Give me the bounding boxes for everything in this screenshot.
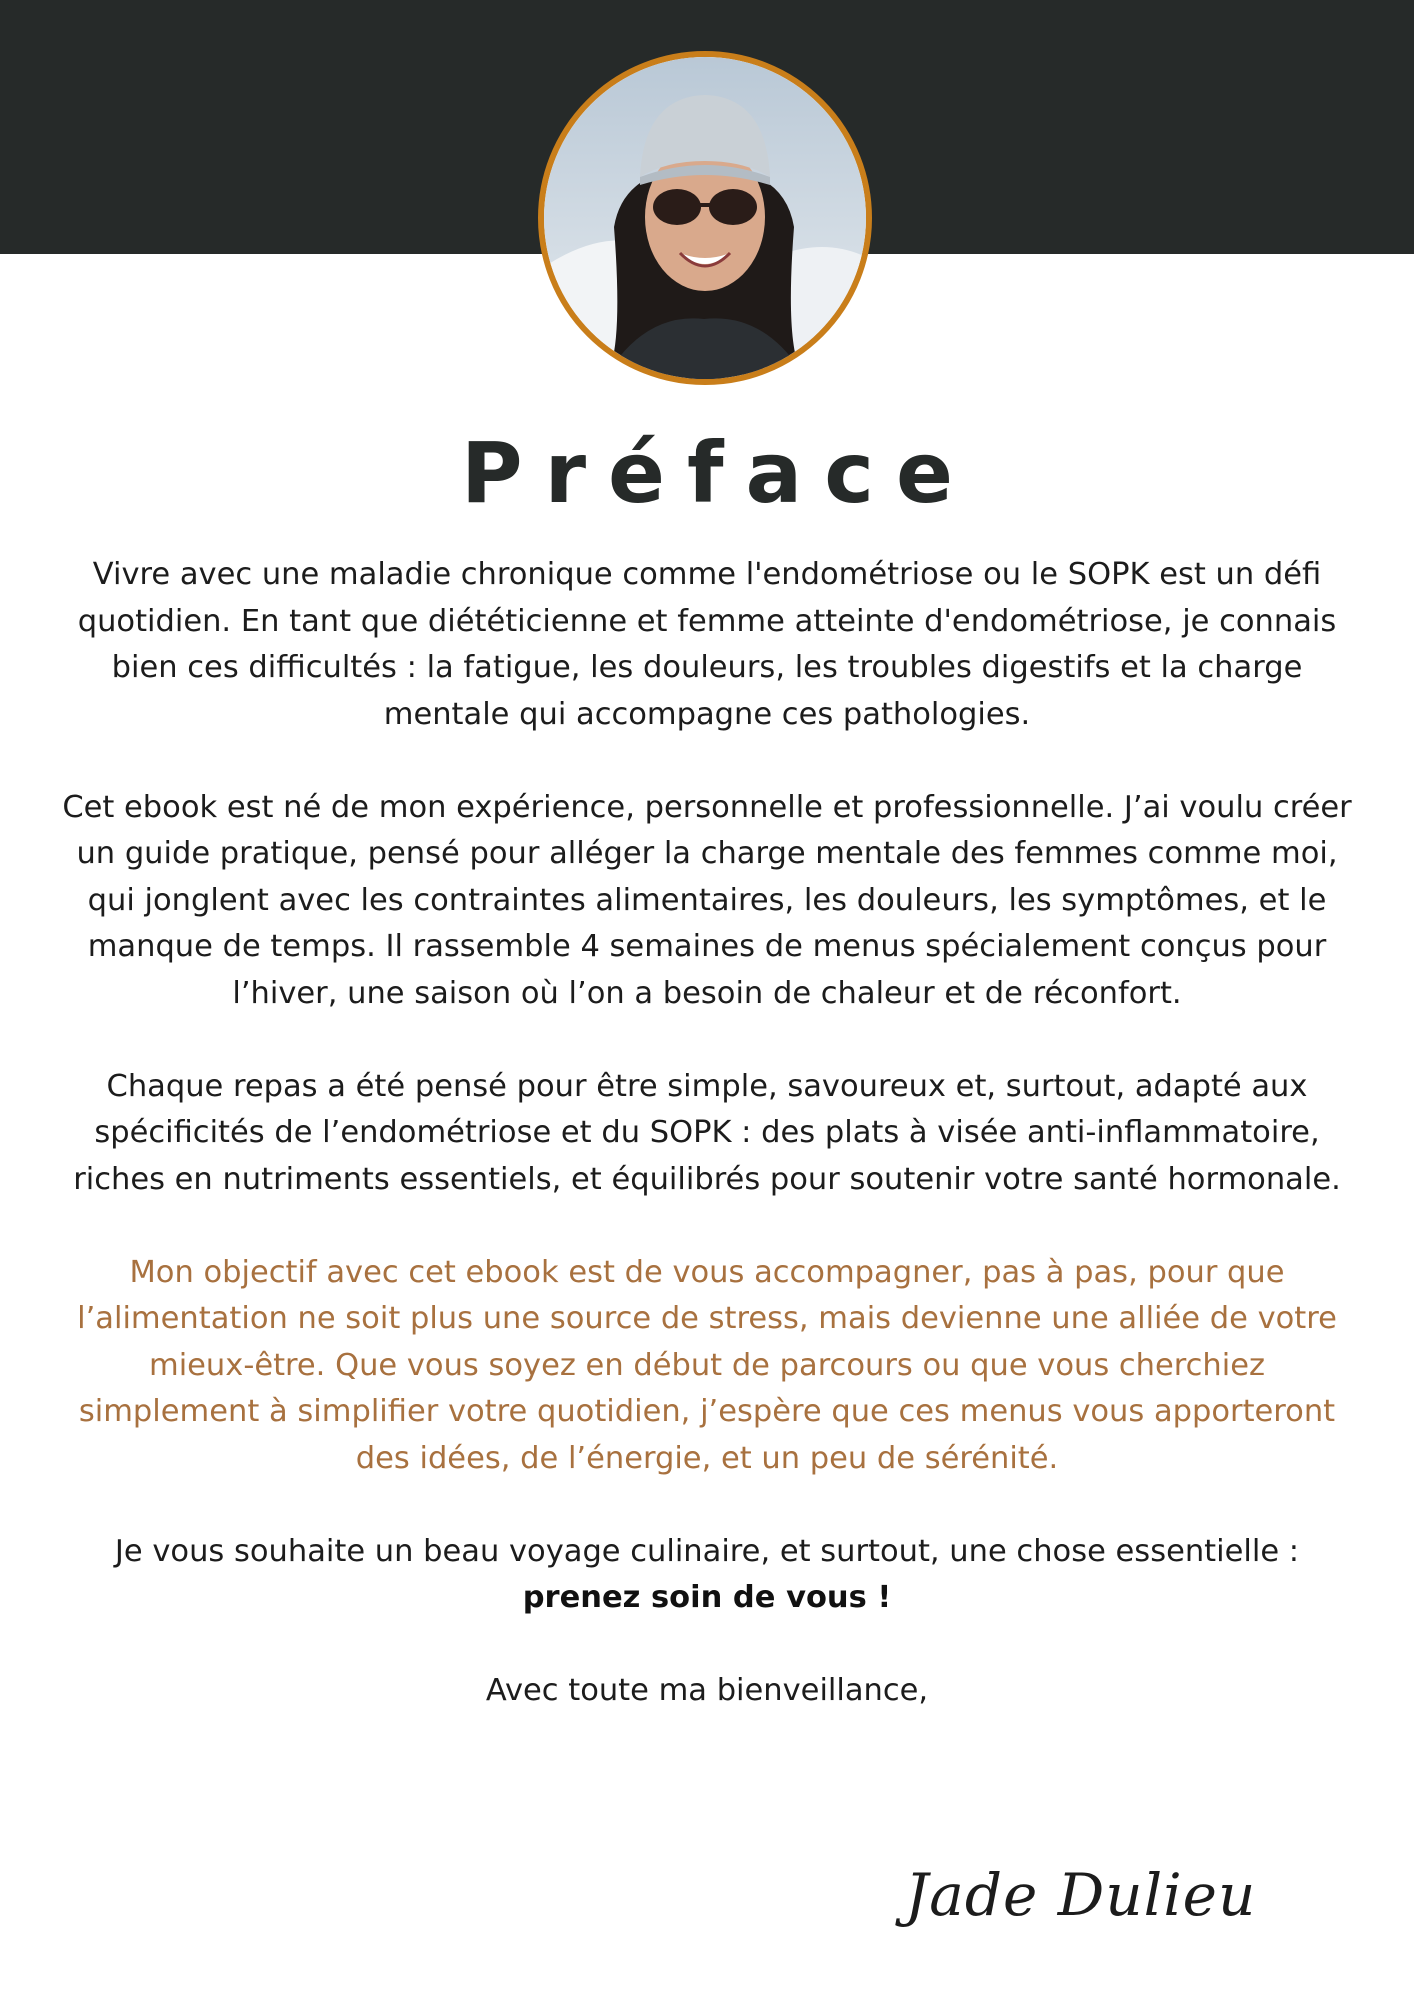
closing-line: Avec toute ma bienveillance, bbox=[485, 1673, 929, 1708]
paragraph-ebook-origin: Cet ebook est né de mon expérience, personnelle et professionnelle. J’ai voulu créer un guide pratique, pensé pour alléger la charge mentale des femmes comme moi, qui jonglent avec les contraintes alimentaires, les douleurs, les symptômes, et le manque de temps. Il rassemble 4 semaines de menus spécialement conçus pour l’hiver, une saison où l’on a besoin de chaleur et de réconfort. bbox=[62, 789, 1352, 1011]
author-signature: Jade Dulieu bbox=[905, 1861, 1257, 1929]
author-photo bbox=[538, 51, 872, 385]
paragraph-intro: Vivre avec une maladie chronique comme l'endométriose ou le SOPK est un défi quotidien. En tant que diététicienne et femme atteinte d'endométriose, je connais bien ces difficultés : la fatigue, les douleurs, les troubles digestifs et la charge mentale qui accompagne ces pathologies. bbox=[77, 557, 1337, 732]
page-title: Préface bbox=[461, 424, 975, 522]
wishes-text: Je vous souhaite un beau voyage culinaire, et surtout, une chose essentielle : bbox=[114, 1533, 1300, 1569]
paragraph-meals: Chaque repas a été pensé pour être simple, savoureux et, surtout, adapté aux spécificités de l’endométriose et du SOPK : des plats à visée anti-inflammatoire, riches en nutriments essentiels, et équilibrés pour soutenir votre santé hormonale. bbox=[73, 1068, 1341, 1197]
preface-body bbox=[60, 552, 1354, 1761]
paragraph-wishes bbox=[60, 1529, 1354, 1622]
wishes-emphasis: prenez soin de vous ! bbox=[522, 1580, 892, 1615]
paragraph-objective: Mon objectif avec cet ebook est de vous accompagner, pas à pas, pour que l’alimentation ne soit plus une source de stress, mais devienne une alliée de votre mieux-être. Que vous soyez en début de parcours ou que vous cherchiez simplement à simplifier votre quotidien, j’espère que ces menus vous apporteront des idées, de l’énergie, et un peu de sérénité. bbox=[77, 1254, 1337, 1476]
author-portrait-illustration bbox=[544, 57, 866, 379]
